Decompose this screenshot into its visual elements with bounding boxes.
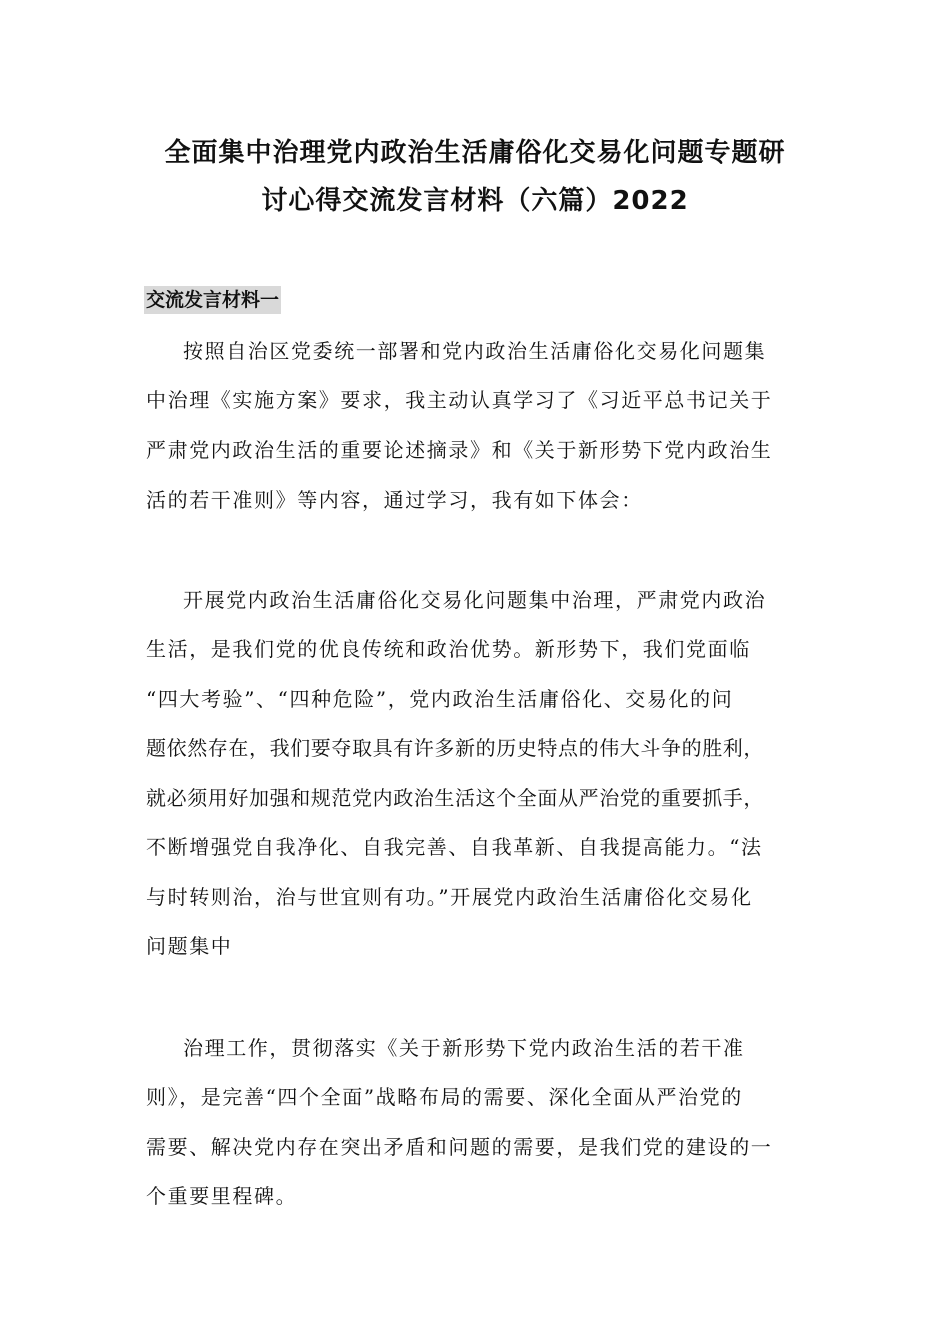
paragraph-2-line: 题依然存在，我们要夺取具有许多新的历史特点的伟大斗争的胜利，: [146, 736, 764, 760]
paragraph-2-line: 与时转则治，治与世宜则有功。”开展党内政治生活庸俗化交易化: [146, 885, 753, 909]
document-title-line-2: 讨心得交流发言材料（六篇）2022: [261, 186, 689, 216]
paragraph-1-line: 中治理《实施方案》要求，我主动认真学习了《习近平总书记关于: [146, 388, 773, 412]
paragraph-2-line: 开展党内政治生活庸俗化交易化问题集中治理，严肃党内政治: [183, 588, 767, 612]
paragraph-2-line: 就必须用好加强和规范党内政治生活这个全面从严治党的重要抓手，: [146, 786, 764, 810]
paragraph-3-line: 治理工作，贯彻落实《关于新形势下党内政治生活的若干准: [183, 1036, 745, 1060]
paragraph-3-line: 个重要里程碑。: [146, 1184, 298, 1208]
paragraph-2-line: “四大考验”、“四种危险”，党内政治生活庸俗化、交易化的问: [146, 687, 734, 711]
document-title-line-1: 全面集中治理党内政治生活庸俗化交易化问题专题研: [164, 138, 786, 168]
paragraph-3-line: 则》，是完善“四个全面”战略布局的需要、深化全面从严治党的: [146, 1085, 743, 1109]
paragraph-1-line: 按照自治区党委统一部署和党内政治生活庸俗化交易化问题集: [183, 339, 767, 363]
paragraph-1-line: 严肃党内政治生活的重要论述摘录》和《关于新形势下党内政治生: [146, 438, 773, 462]
section-heading: 交流发言材料一: [144, 286, 281, 314]
paragraph-1-line: 活的若干准则》等内容，通过学习，我有如下体会：: [146, 488, 643, 512]
paragraph-2-line: 问题集中: [146, 934, 233, 958]
paragraph-2-line: 生活，是我们党的优良传统和政治优势。新形势下，我们党面临: [146, 637, 751, 661]
paragraph-2-line: 不断增强党自我净化、自我完善、自我革新、自我提高能力。“法: [146, 835, 763, 859]
paragraph-3-line: 需要、解决党内存在突出矛盾和问题的需要，是我们党的建设的一: [146, 1135, 773, 1159]
